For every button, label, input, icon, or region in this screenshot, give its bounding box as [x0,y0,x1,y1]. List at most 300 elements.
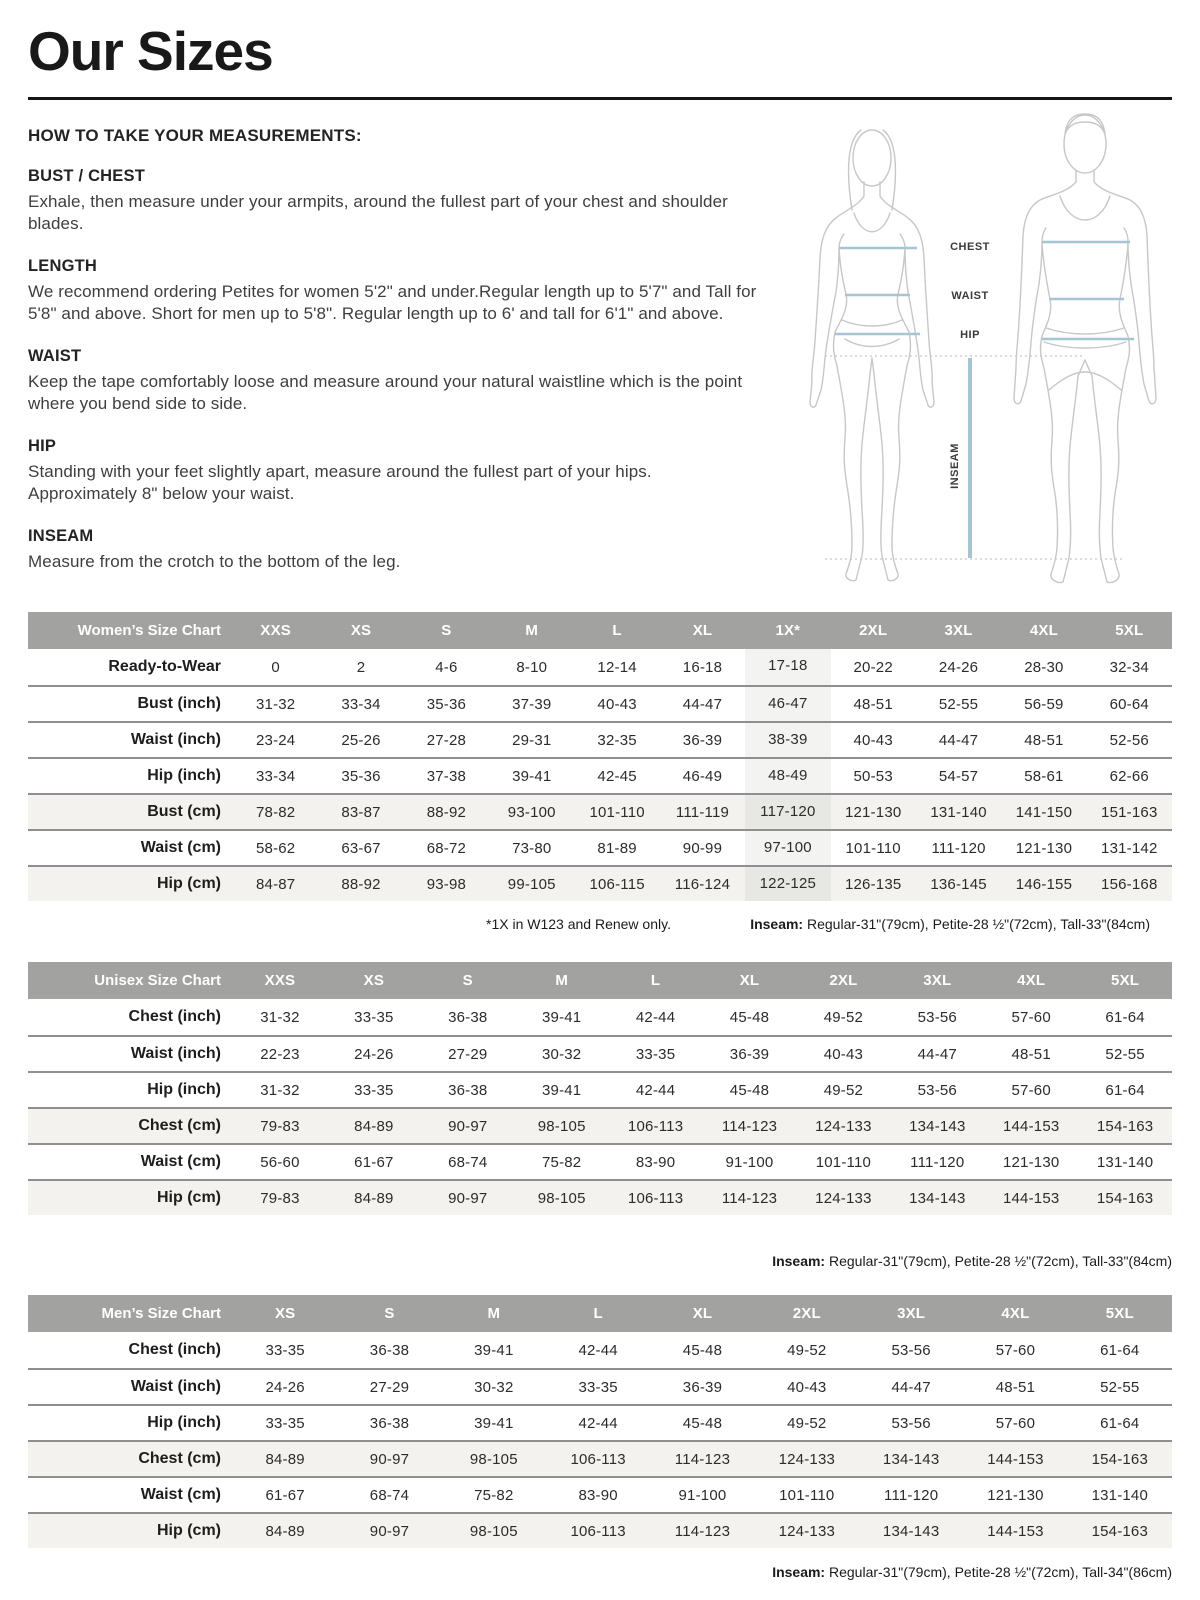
section-waist [28,347,758,416]
title-divider [28,97,1172,100]
size-cell: 57-60 [1011,1008,1051,1026]
size-cell: 42-44 [635,1008,676,1026]
section-body: Measure from the crotch to the bottom of the leg. [28,551,401,571]
row-label: Waist (inch) [130,1045,221,1062]
size-cell: 39-41 [474,1341,514,1359]
size-cell: 62-66 [1109,767,1149,785]
size-cell: 46-49 [682,767,723,785]
size-cell: 42-44 [578,1414,618,1432]
row-label: Hip (inch) [147,1081,221,1098]
column-header: 2XL [792,1305,821,1322]
size-cell: 124-133 [815,1117,872,1135]
size-cell: 154-163 [1096,1117,1154,1135]
size-cell: 0 [271,658,280,676]
mens-inseam-note [28,1564,1172,1580]
size-cell: 78-82 [255,803,296,821]
size-cell: 29-31 [512,731,552,749]
table-title: Men’s Size Chart [101,1305,221,1322]
column-header: L [612,622,622,639]
size-cell: 134-143 [909,1189,966,1207]
size-cell: 114-123 [721,1189,778,1207]
size-cell: 68-74 [448,1153,488,1171]
table-title: Women’s Size Chart [77,622,221,639]
column-header: M [555,972,569,989]
size-cell: 98-105 [537,1189,586,1207]
unisex-inseam-note [28,1253,1172,1269]
column-header: 3XL [944,622,973,639]
size-cell: 122-125 [745,867,830,901]
section-heading: WAIST [28,346,82,365]
row-label: Hip (cm) [157,875,221,892]
size-cell: 40-43 [853,731,893,749]
column-header: 5XL [1115,622,1144,639]
size-cell: 24-26 [265,1378,305,1396]
size-cell: 25-26 [341,731,381,749]
size-cell: 56-60 [260,1153,300,1171]
size-cell: 131-140 [930,803,987,821]
male-figure-outline [1014,114,1156,583]
size-cell: 8-10 [516,658,548,676]
size-cell: 154-163 [1091,1450,1149,1468]
table-row [28,1179,1172,1215]
column-header: XS [350,622,372,639]
size-cell: 33-35 [265,1414,305,1432]
size-cell: 98-105 [537,1117,586,1135]
body-figures-illustration [788,106,1172,590]
size-cell: 99-105 [507,875,556,893]
table-row [28,757,1172,793]
size-cell: 48-51 [995,1378,1036,1396]
inseam-note-text: Regular-31"(79cm), Petite-28 ½"(72cm), Tall-33"(84cm) [803,916,1150,932]
size-cell: 39-41 [541,1081,582,1099]
table-row [28,1107,1172,1143]
size-cell: 20-22 [853,658,893,676]
inseam-note-text: Regular-31"(79cm), Petite-28 ½"(72cm), Tall-33"(84cm) [825,1253,1172,1269]
section-body: Exhale, then measure under your armpits, around the fullest part of your chest and shoulder blades. [28,192,728,234]
size-cell: 91-100 [678,1486,727,1504]
size-cell: 61-64 [1105,1081,1145,1099]
size-cell: 97-100 [745,831,830,865]
size-cell: 33-34 [255,767,296,785]
size-cell: 81-89 [597,839,637,857]
row-label: Hip (inch) [147,1414,221,1431]
table-row [28,1404,1172,1440]
row-label: Waist (cm) [140,839,221,856]
mens-size-chart [28,1295,1172,1548]
size-cell: 131-142 [1101,839,1158,857]
1x-footnote: *1X in W123 and Renew only. [486,916,671,932]
table-row [28,1512,1172,1548]
row-label: Hip (inch) [147,767,221,784]
section-heading: INSEAM [28,526,94,545]
row-label: Ready-to-Wear [108,658,221,675]
size-cell: 136-145 [930,875,987,893]
size-cell: 53-56 [917,1081,957,1099]
size-cell: 37-39 [512,695,552,713]
section-body: Standing with your feet slightly apart, measure around the fullest part of your hips. Approximately 8" below your waist. [28,461,652,504]
table-row [28,1332,1172,1368]
column-header: XS [363,972,385,989]
womens-chart-footnotes [28,916,1172,932]
size-cell: 146-155 [1015,875,1073,893]
size-cell: 32-34 [1109,658,1149,676]
size-cell: 27-29 [448,1045,488,1063]
row-label: Waist (inch) [130,1378,221,1395]
table-row [28,793,1172,829]
instructions-heading: HOW TO TAKE YOUR MEASUREMENTS: [28,126,362,145]
size-cell: 61-64 [1105,1008,1145,1026]
size-cell: 44-47 [682,695,723,713]
size-cell: 2 [356,658,366,676]
column-header: 2XL [859,622,888,639]
size-cell: 48-51 [1024,731,1064,749]
size-cell: 116-124 [674,875,731,893]
size-cell: 98-105 [469,1522,518,1540]
size-cell: 42-44 [578,1341,618,1359]
column-header: S [384,1305,395,1322]
table-header-row [28,962,1172,999]
section-heading: LENGTH [28,256,98,275]
size-cell: 84-89 [265,1450,305,1468]
size-cell: 141-150 [1015,803,1073,821]
size-cell: 17-18 [745,649,830,685]
size-cell: 31-32 [260,1081,300,1099]
size-cell: 52-55 [1100,1378,1140,1396]
column-header: L [593,1305,603,1322]
size-cell: 12-14 [597,658,637,676]
size-cell: 40-43 [597,695,637,713]
size-cell: 106-113 [627,1189,684,1207]
size-cell: 124-133 [778,1450,836,1468]
size-cell: 23-24 [255,731,296,749]
row-label: Waist (cm) [140,1486,221,1503]
waist-label: WAIST [951,290,989,302]
size-cell: 90-97 [369,1522,410,1540]
size-cell: 35-36 [426,695,467,713]
size-cell: 93-98 [426,875,467,893]
size-cell: 101-110 [589,803,645,821]
column-header: 3XL [923,972,952,989]
size-cell: 114-123 [674,1522,731,1540]
size-cell: 121-130 [1015,839,1073,857]
womens-size-chart [28,612,1172,901]
column-header: 5XL [1105,1305,1134,1322]
inseam-note-label: Inseam: [772,1564,826,1580]
column-header: 2XL [829,972,858,989]
size-cell: 4-6 [435,658,458,676]
size-cell: 84-89 [265,1522,305,1540]
size-cell: 75-82 [474,1486,514,1504]
table-row [28,1143,1172,1179]
size-cell: 73-80 [512,839,552,857]
size-charts [28,612,1172,1580]
size-cell: 61-64 [1100,1341,1140,1359]
column-header: XXS [260,622,291,639]
column-header: 5XL [1111,972,1140,989]
inseam-note-text: Regular-31"(79cm), Petite-28 ½"(72cm), Tall-34"(86cm) [825,1564,1172,1580]
size-cell: 44-47 [938,731,979,749]
column-header: 1X* [775,622,801,639]
size-cell: 39-41 [512,767,552,785]
size-cell: 46-47 [745,687,830,721]
size-cell: 38-39 [745,723,830,757]
size-cell: 131-140 [1091,1486,1149,1504]
size-cell: 111-120 [910,1153,965,1171]
section-hip [28,437,758,506]
size-cell: 36-39 [682,731,723,749]
column-header: S [441,622,452,639]
row-label: Chest (cm) [138,1450,221,1467]
size-cell: 144-153 [987,1450,1044,1468]
size-cell: 84-89 [354,1117,394,1135]
section-bust-chest [28,167,758,236]
size-cell: 40-43 [787,1378,827,1396]
size-cell: 32-35 [597,731,637,749]
hip-label: HIP [960,329,980,341]
size-cell: 124-133 [778,1522,836,1540]
size-cell: 106-113 [570,1522,626,1540]
table-row [28,649,1172,685]
size-cell: 53-56 [891,1341,931,1359]
column-header: 3XL [897,1305,926,1322]
size-cell: 52-55 [1105,1045,1145,1063]
size-cell: 124-133 [815,1189,872,1207]
size-cell: 36-38 [369,1414,410,1432]
size-cell: 106-115 [589,875,645,893]
size-cell: 88-92 [426,803,467,821]
table-row [28,1071,1172,1107]
size-cell: 37-38 [426,767,467,785]
section-length [28,257,758,326]
size-cell: 83-90 [635,1153,676,1171]
size-cell: 27-29 [369,1378,410,1396]
size-cell: 117-120 [745,795,830,829]
size-cell: 60-64 [1109,695,1149,713]
table-row [28,865,1172,901]
size-cell: 121-130 [844,803,902,821]
row-label: Waist (inch) [130,731,221,748]
row-label: Chest (inch) [128,1008,221,1025]
row-label: Chest (inch) [128,1341,221,1358]
column-header: M [487,1305,501,1322]
section-heading: HIP [28,436,57,455]
table-row [28,999,1172,1035]
size-cell: 49-52 [823,1008,864,1026]
size-cell: 84-87 [255,875,296,893]
size-cell: 36-38 [369,1341,410,1359]
size-cell: 49-52 [823,1081,864,1099]
size-cell: 90-97 [448,1189,488,1207]
row-label: Waist (cm) [140,1153,221,1170]
size-cell: 63-67 [341,839,381,857]
size-cell: 84-89 [354,1189,394,1207]
size-cell: 48-49 [745,759,830,793]
row-label: Bust (cm) [147,803,221,820]
size-cell: 106-113 [570,1450,626,1468]
size-cell: 36-39 [682,1378,723,1396]
size-cell: 50-53 [853,767,893,785]
size-cell: 36-39 [729,1045,770,1063]
size-cell: 33-35 [354,1081,394,1099]
size-cell: 54-57 [938,767,979,785]
size-cell: 48-51 [1011,1045,1051,1063]
size-cell: 57-60 [995,1414,1036,1432]
column-header: M [525,622,539,639]
size-cell: 45-48 [682,1341,723,1359]
size-cell: 33-35 [635,1045,676,1063]
table-header-row [28,1295,1172,1332]
size-cell: 33-35 [265,1341,305,1359]
section-body: We recommend ordering Petites for women 5'2" and under.Regular length up to 5'7" and Tall for 5'8" and above. Short for men up to 5'8". Regular length up to 6' and tall for 6'1" and above. [28,281,757,324]
size-cell: 101-110 [779,1486,835,1504]
size-cell: 58-61 [1024,767,1064,785]
measurement-diagram [788,106,1172,590]
table-header-row [28,612,1172,649]
size-cell: 151-163 [1101,803,1158,821]
column-header: XL [739,972,760,989]
row-label: Hip (cm) [157,1522,221,1539]
size-cell: 134-143 [882,1450,940,1468]
size-cell: 144-153 [1002,1189,1060,1207]
size-cell: 79-83 [260,1189,300,1207]
table-row [28,1368,1172,1404]
size-cell: 35-36 [341,767,381,785]
size-cell: 57-60 [995,1341,1036,1359]
size-cell: 24-26 [354,1045,394,1063]
size-cell: 75-82 [541,1153,582,1171]
size-cell: 91-100 [725,1153,774,1171]
column-header: XL [692,622,713,639]
size-cell: 30-32 [474,1378,514,1396]
size-cell: 49-52 [787,1341,827,1359]
table-row [28,1476,1172,1512]
size-cell: 101-110 [815,1153,872,1171]
size-cell: 111-119 [675,803,730,821]
column-header: 4XL [1029,622,1058,639]
column-header: L [650,972,661,989]
section-heading: BUST / CHEST [28,167,145,185]
table-row [28,1035,1172,1071]
size-cell: 101-110 [845,839,901,857]
inseam-label: INSEAM [949,443,961,489]
size-cell: 53-56 [917,1008,957,1026]
size-cell: 134-143 [882,1522,940,1540]
table-title: Unisex Size Chart [94,972,221,989]
size-cell: 42-45 [597,767,637,785]
size-cell: 93-100 [507,803,556,821]
size-cell: 44-47 [917,1045,957,1063]
size-cell: 68-74 [369,1486,410,1504]
size-cell: 106-113 [627,1117,684,1135]
size-cell: 33-34 [341,695,381,713]
size-cell: 144-153 [1002,1117,1060,1135]
size-cell: 53-56 [891,1414,931,1432]
size-cell: 68-72 [426,839,467,857]
size-cell: 144-153 [987,1522,1044,1540]
size-cell: 90-97 [448,1117,488,1135]
column-header: XL [692,1305,713,1322]
size-cell: 31-32 [260,1008,300,1026]
size-cell: 88-92 [341,875,381,893]
column-header: 4XL [1001,1305,1030,1322]
section-body: Keep the tape comfortably loose and measure around your natural waistline which is the point where you bend side to side. [28,371,743,414]
size-cell: 45-48 [729,1081,770,1099]
table-row [28,685,1172,721]
size-cell: 114-123 [721,1117,778,1135]
size-cell: 39-41 [541,1008,582,1026]
inseam-note-label: Inseam: [750,916,804,932]
size-cell: 52-55 [938,695,979,713]
table-row [28,721,1172,757]
size-cell: 111-120 [931,839,986,857]
table-row [28,1440,1172,1476]
size-cell: 48-51 [853,695,893,713]
size-cell: 134-143 [909,1117,966,1135]
size-cell: 31-32 [255,695,296,713]
size-cell: 30-32 [541,1045,582,1063]
size-cell: 126-135 [844,875,902,893]
size-cell: 33-35 [578,1378,618,1396]
measurement-instructions [28,126,758,573]
size-cell: 83-90 [578,1486,618,1504]
size-cell: 156-168 [1101,875,1158,893]
size-cell: 90-99 [682,839,723,857]
size-cell: 45-48 [729,1008,770,1026]
size-cell: 83-87 [341,803,381,821]
size-cell: 45-48 [682,1414,723,1432]
column-header: S [462,972,473,989]
chest-label: CHEST [950,241,990,253]
size-cell: 28-30 [1024,658,1064,676]
size-cell: 98-105 [469,1450,518,1468]
row-label: Chest (cm) [138,1117,221,1134]
size-cell: 121-130 [987,1486,1044,1504]
row-label: Hip (cm) [157,1189,221,1206]
size-cell: 56-59 [1024,695,1064,713]
size-cell: 16-18 [682,658,723,676]
size-cell: 49-52 [787,1414,827,1432]
size-cell: 44-47 [891,1378,931,1396]
column-header: XS [274,1305,296,1322]
size-cell: 39-41 [474,1414,514,1432]
size-cell: 121-130 [1002,1153,1060,1171]
female-figure-outline [810,130,934,581]
row-label: Bust (inch) [137,695,221,712]
column-header: 4XL [1017,972,1046,989]
size-cell: 154-163 [1096,1189,1154,1207]
size-cell: 79-83 [260,1117,300,1135]
size-cell: 114-123 [674,1450,731,1468]
size-cell: 52-56 [1109,731,1149,749]
size-cell: 24-26 [938,658,979,676]
size-cell: 61-67 [265,1486,305,1504]
size-cell: 22-23 [260,1045,300,1063]
womens-inseam-note [750,916,1150,932]
page-title: Our Sizes [28,20,273,82]
size-cell: 57-60 [1011,1081,1051,1099]
size-cell: 90-97 [369,1450,410,1468]
section-inseam [28,527,758,573]
size-cell: 154-163 [1091,1522,1149,1540]
table-row [28,829,1172,865]
size-cell: 61-67 [354,1153,394,1171]
size-cell: 27-28 [426,731,467,749]
inseam-note-label: Inseam: [772,1253,826,1269]
size-cell: 42-44 [635,1081,676,1099]
size-cell: 36-38 [448,1008,488,1026]
column-header: XXS [264,972,296,989]
size-cell: 111-120 [884,1486,939,1504]
